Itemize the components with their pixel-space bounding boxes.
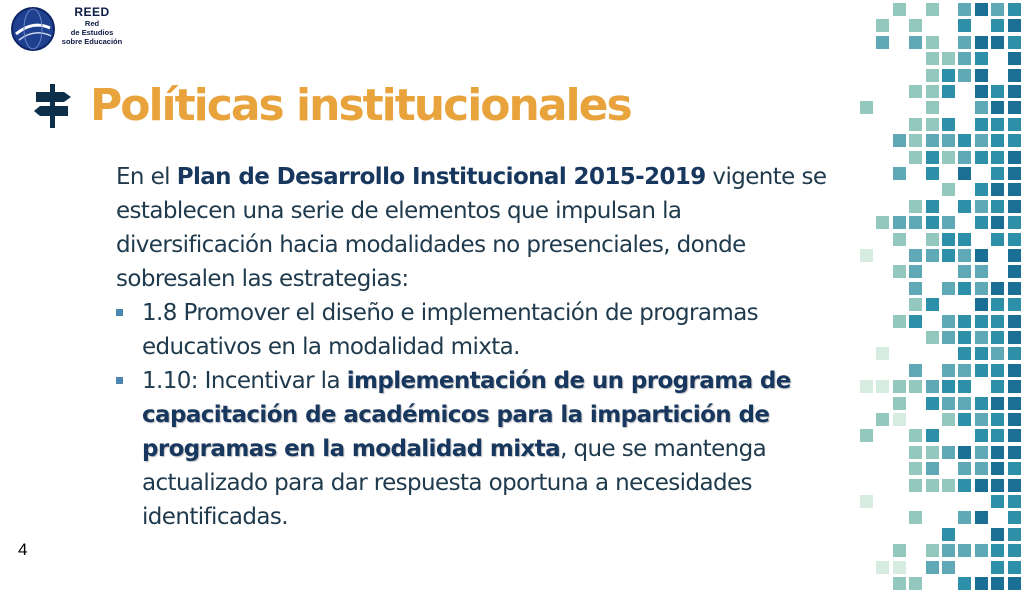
mosaic-tile (958, 233, 971, 246)
mosaic-tile (991, 413, 1004, 426)
mosaic-tile (1008, 315, 1021, 328)
intro-paragraph (116, 160, 836, 296)
mosaic-tile (975, 36, 988, 49)
mosaic-tile (991, 544, 1004, 557)
mosaic-tile (942, 315, 955, 328)
mosaic-tile (1008, 462, 1021, 475)
mosaic-tile (991, 380, 1004, 393)
mosaic-tile (860, 101, 873, 114)
mosaic-tile (926, 561, 939, 574)
mosaic-tile (893, 216, 906, 229)
mosaic-tile (1008, 577, 1021, 590)
mosaic-tile (909, 265, 922, 278)
mosaic-tile (1008, 479, 1021, 492)
mosaic-tile (958, 331, 971, 344)
mosaic-tile (958, 134, 971, 147)
mosaic-tile (926, 380, 939, 393)
mosaic-tile (942, 364, 955, 377)
strategy-1-10-post: , que se mantenga actualizado para dar respuesta oportuna a necesidades identificadas. (142, 436, 767, 530)
mosaic-tile (1008, 200, 1021, 213)
mosaic-tile (1008, 52, 1021, 65)
mosaic-tile (991, 429, 1004, 442)
mosaic-tile (975, 544, 988, 557)
mosaic-tile (975, 3, 988, 16)
mosaic-tile (958, 249, 971, 262)
mosaic-tile (975, 118, 988, 131)
mosaic-tile (1008, 118, 1021, 131)
mosaic-tile (860, 249, 873, 262)
mosaic-tile (958, 265, 971, 278)
mosaic-tile (1008, 19, 1021, 32)
mosaic-tile (958, 282, 971, 295)
bullet-square-icon (116, 377, 123, 384)
mosaic-tile (991, 315, 1004, 328)
mosaic-tile (991, 118, 1004, 131)
mosaic-tile (975, 511, 988, 524)
mosaic-tile (860, 495, 873, 508)
mosaic-tile (942, 118, 955, 131)
mosaic-tile (893, 577, 906, 590)
mosaic-tile (991, 36, 1004, 49)
mosaic-tile (975, 364, 988, 377)
mosaic-tile (893, 233, 906, 246)
mosaic-tile (1008, 347, 1021, 360)
logo-line-3: sobre Educación (61, 37, 123, 46)
mosaic-tile (909, 364, 922, 377)
mosaic-tile (991, 183, 1004, 196)
mosaic-tile (926, 298, 939, 311)
mosaic-tile (975, 331, 988, 344)
mosaic-tile (876, 380, 889, 393)
logo-line-2: de Estudios (70, 28, 114, 37)
mosaic-tile (1008, 249, 1021, 262)
mosaic-tile (909, 315, 922, 328)
mosaic-tile (991, 364, 1004, 377)
mosaic-tile (975, 479, 988, 492)
mosaic-tile (942, 249, 955, 262)
mosaic-tile (909, 216, 922, 229)
mosaic-tile (942, 69, 955, 82)
mosaic-tile (991, 85, 1004, 98)
mosaic-tile (958, 167, 971, 180)
mosaic-tile (991, 3, 1004, 16)
mosaic-tile (926, 331, 939, 344)
mosaic-tile (991, 19, 1004, 32)
mosaic-tile (958, 380, 971, 393)
mosaic-tile (893, 167, 906, 180)
mosaic-tile (975, 101, 988, 114)
mosaic-tile (909, 249, 922, 262)
mosaic-tile (893, 265, 906, 278)
mosaic-tile (942, 331, 955, 344)
slide-title: Políticas institucionales (90, 80, 631, 131)
mosaic-tile (958, 511, 971, 524)
mosaic-tile (876, 19, 889, 32)
mosaic-tile (909, 36, 922, 49)
mosaic-tile (975, 216, 988, 229)
mosaic-tile (926, 167, 939, 180)
mosaic-tile (958, 36, 971, 49)
mosaic-tile (975, 429, 988, 442)
mosaic-tile (942, 282, 955, 295)
mosaic-tile (1008, 85, 1021, 98)
mosaic-tile (958, 3, 971, 16)
mosaic-tile (975, 200, 988, 213)
mosaic-tile (1008, 167, 1021, 180)
plan-name: Plan de Desarrollo Institucional 2015-2019 (176, 164, 706, 190)
mosaic-tile (1008, 413, 1021, 426)
mosaic-tile (942, 479, 955, 492)
mosaic-tile (876, 413, 889, 426)
mosaic-tile (1008, 3, 1021, 16)
mosaic-tile (958, 413, 971, 426)
decorative-tile-mosaic (858, 0, 1024, 576)
mosaic-tile (893, 380, 906, 393)
strategy-1-8: 1.8 Promover el diseño e implementación de programas educativos en la modalidad mixta. (142, 300, 759, 360)
bullet-square-icon (116, 309, 123, 316)
mosaic-tile (975, 298, 988, 311)
mosaic-tile (942, 561, 955, 574)
mosaic-tile (975, 134, 988, 147)
mosaic-tile (909, 479, 922, 492)
logo-name: REED (74, 5, 110, 19)
mosaic-tile (991, 298, 1004, 311)
mosaic-tile (909, 282, 922, 295)
mosaic-tile (991, 528, 1004, 541)
logo-line-1: Red (84, 19, 100, 28)
mosaic-tile (975, 347, 988, 360)
mosaic-tile (909, 429, 922, 442)
mosaic-tile (975, 446, 988, 459)
mosaic-tile (942, 528, 955, 541)
mosaic-tile (975, 183, 988, 196)
signpost-icon (34, 82, 72, 128)
mosaic-tile (942, 183, 955, 196)
mosaic-tile (1008, 446, 1021, 459)
mosaic-tile (893, 315, 906, 328)
globe-logo-icon (10, 6, 56, 52)
mosaic-tile (1008, 233, 1021, 246)
mosaic-tile (991, 561, 1004, 574)
mosaic-tile (975, 397, 988, 410)
mosaic-tile (1008, 380, 1021, 393)
mosaic-tile (1008, 265, 1021, 278)
mosaic-tile (860, 380, 873, 393)
mosaic-tile (1008, 183, 1021, 196)
mosaic-tile (926, 85, 939, 98)
mosaic-tile (975, 249, 988, 262)
page-number: 4 (18, 540, 28, 559)
mosaic-tile (926, 52, 939, 65)
mosaic-tile (926, 3, 939, 16)
mosaic-tile (975, 413, 988, 426)
mosaic-tile (975, 52, 988, 65)
mosaic-tile (909, 380, 922, 393)
mosaic-tile (958, 577, 971, 590)
mosaic-tile (1008, 511, 1021, 524)
mosaic-tile (958, 52, 971, 65)
mosaic-tile (975, 265, 988, 278)
mosaic-tile (942, 544, 955, 557)
mosaic-tile (926, 397, 939, 410)
mosaic-tile (1008, 397, 1021, 410)
mosaic-tile (975, 151, 988, 164)
mosaic-tile (958, 462, 971, 475)
mosaic-tile (926, 429, 939, 442)
mosaic-tile (909, 134, 922, 147)
intro-text-2: vigente se establecen una serie de elementos que impulsan la diversificación hacia modalidades no presenciales, donde sobresalen las estrategias: (116, 164, 827, 292)
mosaic-tile (909, 446, 922, 459)
mosaic-tile (991, 216, 1004, 229)
mosaic-tile (958, 19, 971, 32)
mosaic-tile (876, 347, 889, 360)
mosaic-tile (958, 479, 971, 492)
mosaic-tile (1008, 216, 1021, 229)
mosaic-tile (926, 544, 939, 557)
mosaic-tile (958, 544, 971, 557)
mosaic-tile (991, 577, 1004, 590)
logo-text (54, 6, 130, 46)
strategy-1-10-emphasis: implementación de un programa de capacitación de académicos para la impartición de programas en la modalidad mixta (142, 368, 791, 462)
mosaic-tile (942, 380, 955, 393)
mosaic-tile (876, 36, 889, 49)
mosaic-tile (926, 134, 939, 147)
reed-logo (10, 4, 123, 54)
mosaic-tile (1008, 561, 1021, 574)
mosaic-tile (893, 397, 906, 410)
mosaic-tile (1008, 331, 1021, 344)
mosaic-tile (1008, 282, 1021, 295)
mosaic-tile (909, 462, 922, 475)
mosaic-tile (926, 36, 939, 49)
mosaic-tile (942, 216, 955, 229)
mosaic-tile (975, 85, 988, 98)
mosaic-tile (958, 315, 971, 328)
mosaic-tile (1008, 544, 1021, 557)
mosaic-tile (1008, 69, 1021, 82)
mosaic-tile (1008, 151, 1021, 164)
mosaic-tile (893, 3, 906, 16)
mosaic-tile (958, 200, 971, 213)
mosaic-tile (975, 315, 988, 328)
slide-body (116, 160, 836, 534)
mosaic-tile (942, 446, 955, 459)
mosaic-tile (991, 282, 1004, 295)
mosaic-tile (893, 561, 906, 574)
mosaic-tile (991, 151, 1004, 164)
mosaic-tile (942, 233, 955, 246)
mosaic-tile (942, 134, 955, 147)
mosaic-tile (991, 446, 1004, 459)
mosaic-tile (926, 151, 939, 164)
mosaic-tile (1008, 429, 1021, 442)
mosaic-tile (991, 200, 1004, 213)
mosaic-tile (926, 249, 939, 262)
mosaic-tile (975, 69, 988, 82)
mosaic-tile (926, 479, 939, 492)
strategy-1-10-pre: 1.10: Incentivar la (142, 368, 347, 394)
mosaic-tile (975, 577, 988, 590)
list-item (116, 364, 836, 534)
list-item (116, 296, 836, 364)
mosaic-tile (991, 167, 1004, 180)
mosaic-tile (926, 216, 939, 229)
mosaic-tile (991, 462, 1004, 475)
intro-text-1: En el (116, 164, 177, 190)
mosaic-tile (926, 101, 939, 114)
mosaic-tile (909, 200, 922, 213)
mosaic-tile (1008, 36, 1021, 49)
mosaic-tile (876, 561, 889, 574)
mosaic-tile (958, 347, 971, 360)
mosaic-tile (926, 69, 939, 82)
mosaic-tile (958, 446, 971, 459)
mosaic-tile (909, 118, 922, 131)
mosaic-tile (1008, 298, 1021, 311)
mosaic-tile (991, 331, 1004, 344)
mosaic-tile (991, 101, 1004, 114)
mosaic-tile (926, 233, 939, 246)
mosaic-tile (893, 544, 906, 557)
mosaic-tile (942, 413, 955, 426)
mosaic-tile (1008, 134, 1021, 147)
mosaic-tile (926, 462, 939, 475)
mosaic-tile (991, 397, 1004, 410)
mosaic-tile (942, 397, 955, 410)
mosaic-tile (991, 134, 1004, 147)
mosaic-tile (991, 347, 1004, 360)
mosaic-tile (1008, 101, 1021, 114)
mosaic-tile (909, 151, 922, 164)
mosaic-tile (909, 577, 922, 590)
mosaic-tile (991, 233, 1004, 246)
mosaic-tile (1008, 495, 1021, 508)
mosaic-tile (958, 151, 971, 164)
mosaic-tile (926, 118, 939, 131)
mosaic-tile (860, 429, 873, 442)
mosaic-tile (958, 69, 971, 82)
mosaic-tile (909, 511, 922, 524)
mosaic-tile (893, 413, 906, 426)
mosaic-tile (942, 151, 955, 164)
mosaic-tile (1008, 528, 1021, 541)
mosaic-tile (876, 216, 889, 229)
mosaic-tile (975, 282, 988, 295)
mosaic-tile (909, 298, 922, 311)
mosaic-tile (893, 134, 906, 147)
strategy-list (116, 296, 836, 534)
mosaic-tile (926, 446, 939, 459)
mosaic-tile (942, 52, 955, 65)
mosaic-tile (991, 495, 1004, 508)
mosaic-tile (909, 19, 922, 32)
mosaic-tile (975, 462, 988, 475)
mosaic-tile (958, 397, 971, 410)
mosaic-tile (1008, 364, 1021, 377)
mosaic-tile (958, 364, 971, 377)
mosaic-tile (991, 479, 1004, 492)
mosaic-tile (909, 85, 922, 98)
mosaic-tile (926, 200, 939, 213)
mosaic-tile (942, 85, 955, 98)
